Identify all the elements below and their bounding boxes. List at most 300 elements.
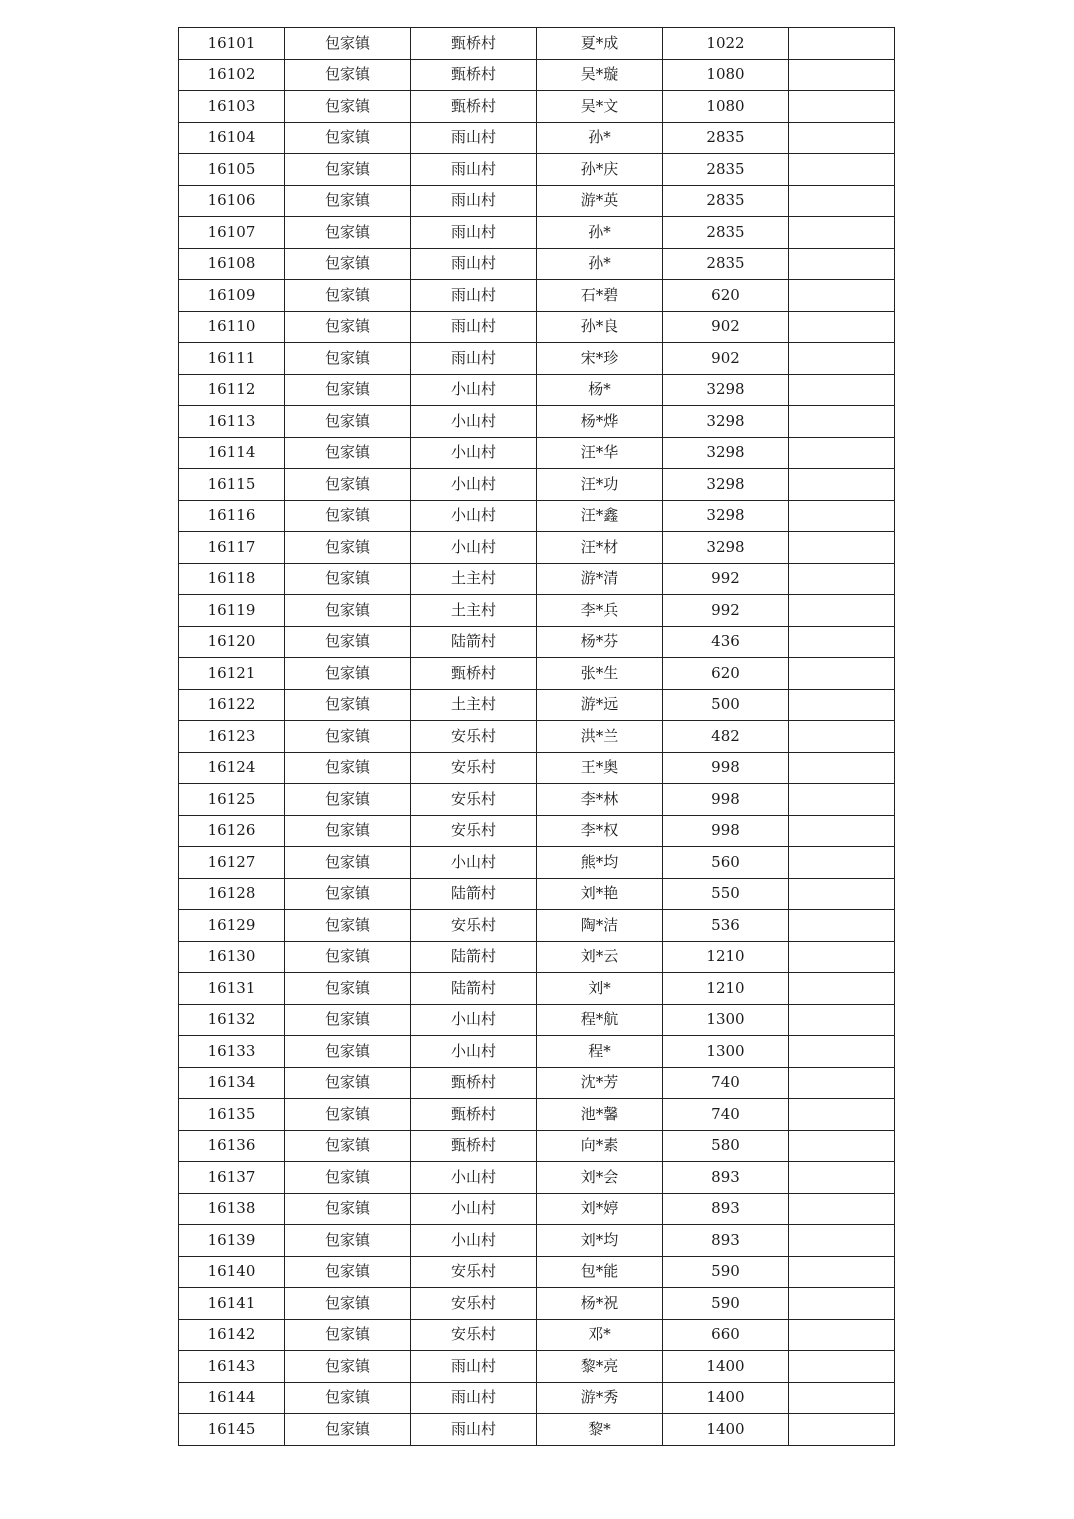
cell-village: 雨山村 [411, 1382, 537, 1414]
cell-note [789, 311, 895, 343]
cell-amount: 1400 [663, 1351, 789, 1383]
cell-id: 16144 [179, 1382, 285, 1414]
cell-name: 孙* [537, 122, 663, 154]
cell-name: 刘* [537, 973, 663, 1005]
cell-id: 16115 [179, 469, 285, 501]
cell-name: 程*航 [537, 1004, 663, 1036]
cell-note [789, 1288, 895, 1320]
cell-amount: 3298 [663, 374, 789, 406]
cell-note [789, 1351, 895, 1383]
cell-amount: 998 [663, 784, 789, 816]
cell-village: 小山村 [411, 374, 537, 406]
cell-name: 吴*璇 [537, 59, 663, 91]
cell-amount: 620 [663, 658, 789, 690]
table-body [179, 28, 895, 1446]
cell-town: 包家镇 [285, 154, 411, 186]
table-row [179, 1162, 895, 1194]
cell-name: 陶*洁 [537, 910, 663, 942]
table-row [179, 154, 895, 186]
cell-town: 包家镇 [285, 280, 411, 312]
cell-amount: 1022 [663, 28, 789, 60]
cell-name: 游*清 [537, 563, 663, 595]
cell-town: 包家镇 [285, 1004, 411, 1036]
cell-amount: 436 [663, 626, 789, 658]
cell-amount: 1210 [663, 941, 789, 973]
cell-note [789, 563, 895, 595]
cell-note [789, 595, 895, 627]
cell-town: 包家镇 [285, 1067, 411, 1099]
cell-town: 包家镇 [285, 311, 411, 343]
cell-note [789, 752, 895, 784]
table-row [179, 941, 895, 973]
table-row [179, 280, 895, 312]
cell-town: 包家镇 [285, 1414, 411, 1446]
cell-amount: 2835 [663, 217, 789, 249]
cell-id: 16102 [179, 59, 285, 91]
cell-name: 刘*艳 [537, 878, 663, 910]
cell-town: 包家镇 [285, 595, 411, 627]
cell-town: 包家镇 [285, 532, 411, 564]
cell-note [789, 847, 895, 879]
cell-note [789, 878, 895, 910]
cell-name: 向*素 [537, 1130, 663, 1162]
table-row [179, 1256, 895, 1288]
cell-note [789, 689, 895, 721]
cell-name: 汪*鑫 [537, 500, 663, 532]
cell-id: 16117 [179, 532, 285, 564]
cell-amount: 2835 [663, 122, 789, 154]
cell-id: 16145 [179, 1414, 285, 1446]
cell-village: 安乐村 [411, 815, 537, 847]
table-row [179, 1319, 895, 1351]
cell-note [789, 406, 895, 438]
cell-note [789, 122, 895, 154]
cell-note [789, 437, 895, 469]
cell-village: 小山村 [411, 847, 537, 879]
cell-amount: 998 [663, 815, 789, 847]
cell-town: 包家镇 [285, 248, 411, 280]
cell-town: 包家镇 [285, 1162, 411, 1194]
cell-id: 16107 [179, 217, 285, 249]
table-row [179, 689, 895, 721]
cell-note [789, 1193, 895, 1225]
table-row [179, 1067, 895, 1099]
cell-id: 16103 [179, 91, 285, 123]
cell-village: 安乐村 [411, 910, 537, 942]
cell-amount: 3298 [663, 437, 789, 469]
cell-town: 包家镇 [285, 784, 411, 816]
table-row [179, 658, 895, 690]
table-row [179, 847, 895, 879]
cell-name: 吴*文 [537, 91, 663, 123]
cell-note [789, 374, 895, 406]
cell-town: 包家镇 [285, 847, 411, 879]
cell-village: 甄桥村 [411, 59, 537, 91]
cell-amount: 500 [663, 689, 789, 721]
cell-note [789, 217, 895, 249]
table-row [179, 1382, 895, 1414]
cell-village: 雨山村 [411, 1351, 537, 1383]
cell-amount: 992 [663, 595, 789, 627]
cell-village: 安乐村 [411, 784, 537, 816]
cell-village: 甄桥村 [411, 658, 537, 690]
cell-id: 16108 [179, 248, 285, 280]
cell-village: 安乐村 [411, 1319, 537, 1351]
cell-town: 包家镇 [285, 343, 411, 375]
cell-town: 包家镇 [285, 500, 411, 532]
cell-note [789, 1382, 895, 1414]
cell-amount: 550 [663, 878, 789, 910]
table-row [179, 374, 895, 406]
cell-town: 包家镇 [285, 752, 411, 784]
cell-id: 16132 [179, 1004, 285, 1036]
cell-town: 包家镇 [285, 1319, 411, 1351]
cell-amount: 2835 [663, 248, 789, 280]
cell-town: 包家镇 [285, 1036, 411, 1068]
table-row [179, 1414, 895, 1446]
cell-name: 孙*庆 [537, 154, 663, 186]
cell-note [789, 626, 895, 658]
table-row [179, 28, 895, 60]
cell-town: 包家镇 [285, 1193, 411, 1225]
cell-town: 包家镇 [285, 217, 411, 249]
cell-town: 包家镇 [285, 878, 411, 910]
cell-name: 刘*会 [537, 1162, 663, 1194]
cell-note [789, 1130, 895, 1162]
table-row [179, 406, 895, 438]
cell-note [789, 343, 895, 375]
cell-amount: 893 [663, 1225, 789, 1257]
cell-amount: 1080 [663, 91, 789, 123]
cell-id: 16131 [179, 973, 285, 1005]
table-row [179, 1225, 895, 1257]
cell-note [789, 910, 895, 942]
cell-amount: 902 [663, 343, 789, 375]
cell-id: 16106 [179, 185, 285, 217]
table-row [179, 1351, 895, 1383]
cell-note [789, 721, 895, 753]
cell-note [789, 1004, 895, 1036]
cell-note [789, 1099, 895, 1131]
cell-id: 16128 [179, 878, 285, 910]
table-row [179, 1036, 895, 1068]
cell-town: 包家镇 [285, 1130, 411, 1162]
cell-village: 甄桥村 [411, 28, 537, 60]
cell-amount: 2835 [663, 154, 789, 186]
cell-id: 16141 [179, 1288, 285, 1320]
cell-town: 包家镇 [285, 1351, 411, 1383]
cell-id: 16142 [179, 1319, 285, 1351]
cell-amount: 740 [663, 1099, 789, 1131]
cell-town: 包家镇 [285, 721, 411, 753]
table-row [179, 248, 895, 280]
table-row [179, 1288, 895, 1320]
cell-amount: 3298 [663, 406, 789, 438]
cell-village: 安乐村 [411, 721, 537, 753]
cell-town: 包家镇 [285, 973, 411, 1005]
cell-note [789, 941, 895, 973]
cell-amount: 590 [663, 1256, 789, 1288]
cell-village: 小山村 [411, 532, 537, 564]
cell-village: 陆箭村 [411, 973, 537, 1005]
cell-name: 李*兵 [537, 595, 663, 627]
table-row [179, 1130, 895, 1162]
cell-id: 16139 [179, 1225, 285, 1257]
cell-name: 夏*成 [537, 28, 663, 60]
cell-note [789, 500, 895, 532]
cell-id: 16121 [179, 658, 285, 690]
cell-village: 雨山村 [411, 248, 537, 280]
cell-village: 小山村 [411, 1162, 537, 1194]
cell-name: 李*权 [537, 815, 663, 847]
cell-name: 李*林 [537, 784, 663, 816]
cell-amount: 482 [663, 721, 789, 753]
cell-village: 安乐村 [411, 1288, 537, 1320]
cell-name: 孙*良 [537, 311, 663, 343]
cell-village: 小山村 [411, 406, 537, 438]
data-table [178, 27, 895, 1446]
table-row [179, 437, 895, 469]
cell-village: 甄桥村 [411, 1130, 537, 1162]
cell-note [789, 1256, 895, 1288]
cell-amount: 893 [663, 1162, 789, 1194]
cell-town: 包家镇 [285, 437, 411, 469]
cell-amount: 1080 [663, 59, 789, 91]
cell-town: 包家镇 [285, 1382, 411, 1414]
cell-id: 16105 [179, 154, 285, 186]
cell-id: 16129 [179, 910, 285, 942]
table-row [179, 752, 895, 784]
cell-note [789, 1162, 895, 1194]
cell-town: 包家镇 [285, 563, 411, 595]
table-row [179, 91, 895, 123]
cell-town: 包家镇 [285, 689, 411, 721]
cell-village: 陆箭村 [411, 626, 537, 658]
cell-village: 陆箭村 [411, 941, 537, 973]
cell-village: 土主村 [411, 595, 537, 627]
cell-id: 16127 [179, 847, 285, 879]
cell-note [789, 28, 895, 60]
cell-village: 安乐村 [411, 1256, 537, 1288]
cell-village: 雨山村 [411, 217, 537, 249]
cell-id: 16110 [179, 311, 285, 343]
cell-id: 16126 [179, 815, 285, 847]
cell-village: 雨山村 [411, 1414, 537, 1446]
table-row [179, 910, 895, 942]
cell-id: 16125 [179, 784, 285, 816]
cell-name: 程* [537, 1036, 663, 1068]
cell-name: 游*远 [537, 689, 663, 721]
cell-village: 小山村 [411, 500, 537, 532]
cell-note [789, 1414, 895, 1446]
cell-name: 汪*功 [537, 469, 663, 501]
cell-note [789, 248, 895, 280]
cell-town: 包家镇 [285, 91, 411, 123]
cell-amount: 998 [663, 752, 789, 784]
cell-note [789, 1067, 895, 1099]
table-row [179, 626, 895, 658]
cell-id: 16136 [179, 1130, 285, 1162]
cell-town: 包家镇 [285, 122, 411, 154]
cell-id: 16134 [179, 1067, 285, 1099]
cell-town: 包家镇 [285, 406, 411, 438]
cell-amount: 1210 [663, 973, 789, 1005]
cell-town: 包家镇 [285, 1256, 411, 1288]
cell-name: 杨*芬 [537, 626, 663, 658]
table-row [179, 59, 895, 91]
cell-id: 16120 [179, 626, 285, 658]
cell-note [789, 154, 895, 186]
cell-village: 小山村 [411, 1004, 537, 1036]
table-row [179, 500, 895, 532]
cell-amount: 2835 [663, 185, 789, 217]
cell-village: 小山村 [411, 469, 537, 501]
cell-id: 16123 [179, 721, 285, 753]
cell-village: 土主村 [411, 563, 537, 595]
cell-amount: 893 [663, 1193, 789, 1225]
cell-village: 陆箭村 [411, 878, 537, 910]
cell-village: 甄桥村 [411, 1067, 537, 1099]
cell-id: 16118 [179, 563, 285, 595]
cell-name: 杨*烨 [537, 406, 663, 438]
table-row [179, 784, 895, 816]
table-row [179, 815, 895, 847]
cell-name: 刘*婷 [537, 1193, 663, 1225]
cell-amount: 536 [663, 910, 789, 942]
table-row [179, 595, 895, 627]
cell-village: 小山村 [411, 1193, 537, 1225]
cell-id: 16113 [179, 406, 285, 438]
cell-id: 16104 [179, 122, 285, 154]
cell-note [789, 59, 895, 91]
cell-note [789, 185, 895, 217]
cell-name: 王*奥 [537, 752, 663, 784]
cell-name: 游*英 [537, 185, 663, 217]
cell-id: 16119 [179, 595, 285, 627]
cell-name: 杨*祝 [537, 1288, 663, 1320]
cell-name: 石*碧 [537, 280, 663, 312]
cell-village: 雨山村 [411, 154, 537, 186]
table-row [179, 185, 895, 217]
cell-town: 包家镇 [285, 28, 411, 60]
cell-name: 洪*兰 [537, 721, 663, 753]
cell-town: 包家镇 [285, 626, 411, 658]
table-row [179, 343, 895, 375]
cell-town: 包家镇 [285, 185, 411, 217]
table-row [179, 532, 895, 564]
cell-note [789, 1319, 895, 1351]
cell-id: 16137 [179, 1162, 285, 1194]
cell-amount: 660 [663, 1319, 789, 1351]
cell-name: 刘*云 [537, 941, 663, 973]
cell-id: 16114 [179, 437, 285, 469]
cell-village: 雨山村 [411, 185, 537, 217]
cell-id: 16143 [179, 1351, 285, 1383]
cell-town: 包家镇 [285, 941, 411, 973]
cell-amount: 740 [663, 1067, 789, 1099]
cell-name: 汪*材 [537, 532, 663, 564]
cell-id: 16116 [179, 500, 285, 532]
cell-name: 杨* [537, 374, 663, 406]
cell-name: 沈*芳 [537, 1067, 663, 1099]
cell-name: 孙* [537, 248, 663, 280]
cell-name: 孙* [537, 217, 663, 249]
cell-id: 16109 [179, 280, 285, 312]
cell-amount: 560 [663, 847, 789, 879]
table-row [179, 217, 895, 249]
cell-note [789, 532, 895, 564]
cell-town: 包家镇 [285, 469, 411, 501]
cell-amount: 992 [663, 563, 789, 595]
cell-town: 包家镇 [285, 815, 411, 847]
cell-amount: 590 [663, 1288, 789, 1320]
cell-village: 小山村 [411, 1036, 537, 1068]
cell-village: 安乐村 [411, 752, 537, 784]
cell-village: 雨山村 [411, 343, 537, 375]
cell-amount: 580 [663, 1130, 789, 1162]
cell-village: 小山村 [411, 1225, 537, 1257]
cell-town: 包家镇 [285, 374, 411, 406]
table-row [179, 469, 895, 501]
cell-town: 包家镇 [285, 658, 411, 690]
table-row [179, 1099, 895, 1131]
cell-id: 16112 [179, 374, 285, 406]
cell-amount: 3298 [663, 500, 789, 532]
cell-id: 16101 [179, 28, 285, 60]
cell-town: 包家镇 [285, 1099, 411, 1131]
cell-note [789, 973, 895, 1005]
cell-name: 包*能 [537, 1256, 663, 1288]
cell-town: 包家镇 [285, 1288, 411, 1320]
cell-town: 包家镇 [285, 59, 411, 91]
cell-note [789, 91, 895, 123]
table-row [179, 311, 895, 343]
cell-id: 16135 [179, 1099, 285, 1131]
table-row [179, 1004, 895, 1036]
cell-note [789, 784, 895, 816]
cell-name: 黎* [537, 1414, 663, 1446]
cell-amount: 620 [663, 280, 789, 312]
cell-id: 16133 [179, 1036, 285, 1068]
cell-village: 甄桥村 [411, 91, 537, 123]
cell-amount: 3298 [663, 532, 789, 564]
cell-note [789, 1225, 895, 1257]
cell-name: 汪*华 [537, 437, 663, 469]
table-row [179, 563, 895, 595]
cell-village: 小山村 [411, 437, 537, 469]
cell-town: 包家镇 [285, 1225, 411, 1257]
cell-amount: 1300 [663, 1036, 789, 1068]
cell-village: 土主村 [411, 689, 537, 721]
cell-name: 宋*珍 [537, 343, 663, 375]
cell-name: 邓* [537, 1319, 663, 1351]
cell-note [789, 658, 895, 690]
cell-village: 雨山村 [411, 122, 537, 154]
cell-id: 16130 [179, 941, 285, 973]
cell-village: 雨山村 [411, 311, 537, 343]
cell-note [789, 815, 895, 847]
table-row [179, 122, 895, 154]
cell-note [789, 280, 895, 312]
cell-id: 16138 [179, 1193, 285, 1225]
cell-amount: 1400 [663, 1414, 789, 1446]
cell-village: 甄桥村 [411, 1099, 537, 1131]
table-row [179, 878, 895, 910]
cell-amount: 902 [663, 311, 789, 343]
table-row [179, 1193, 895, 1225]
cell-town: 包家镇 [285, 910, 411, 942]
cell-name: 游*秀 [537, 1382, 663, 1414]
